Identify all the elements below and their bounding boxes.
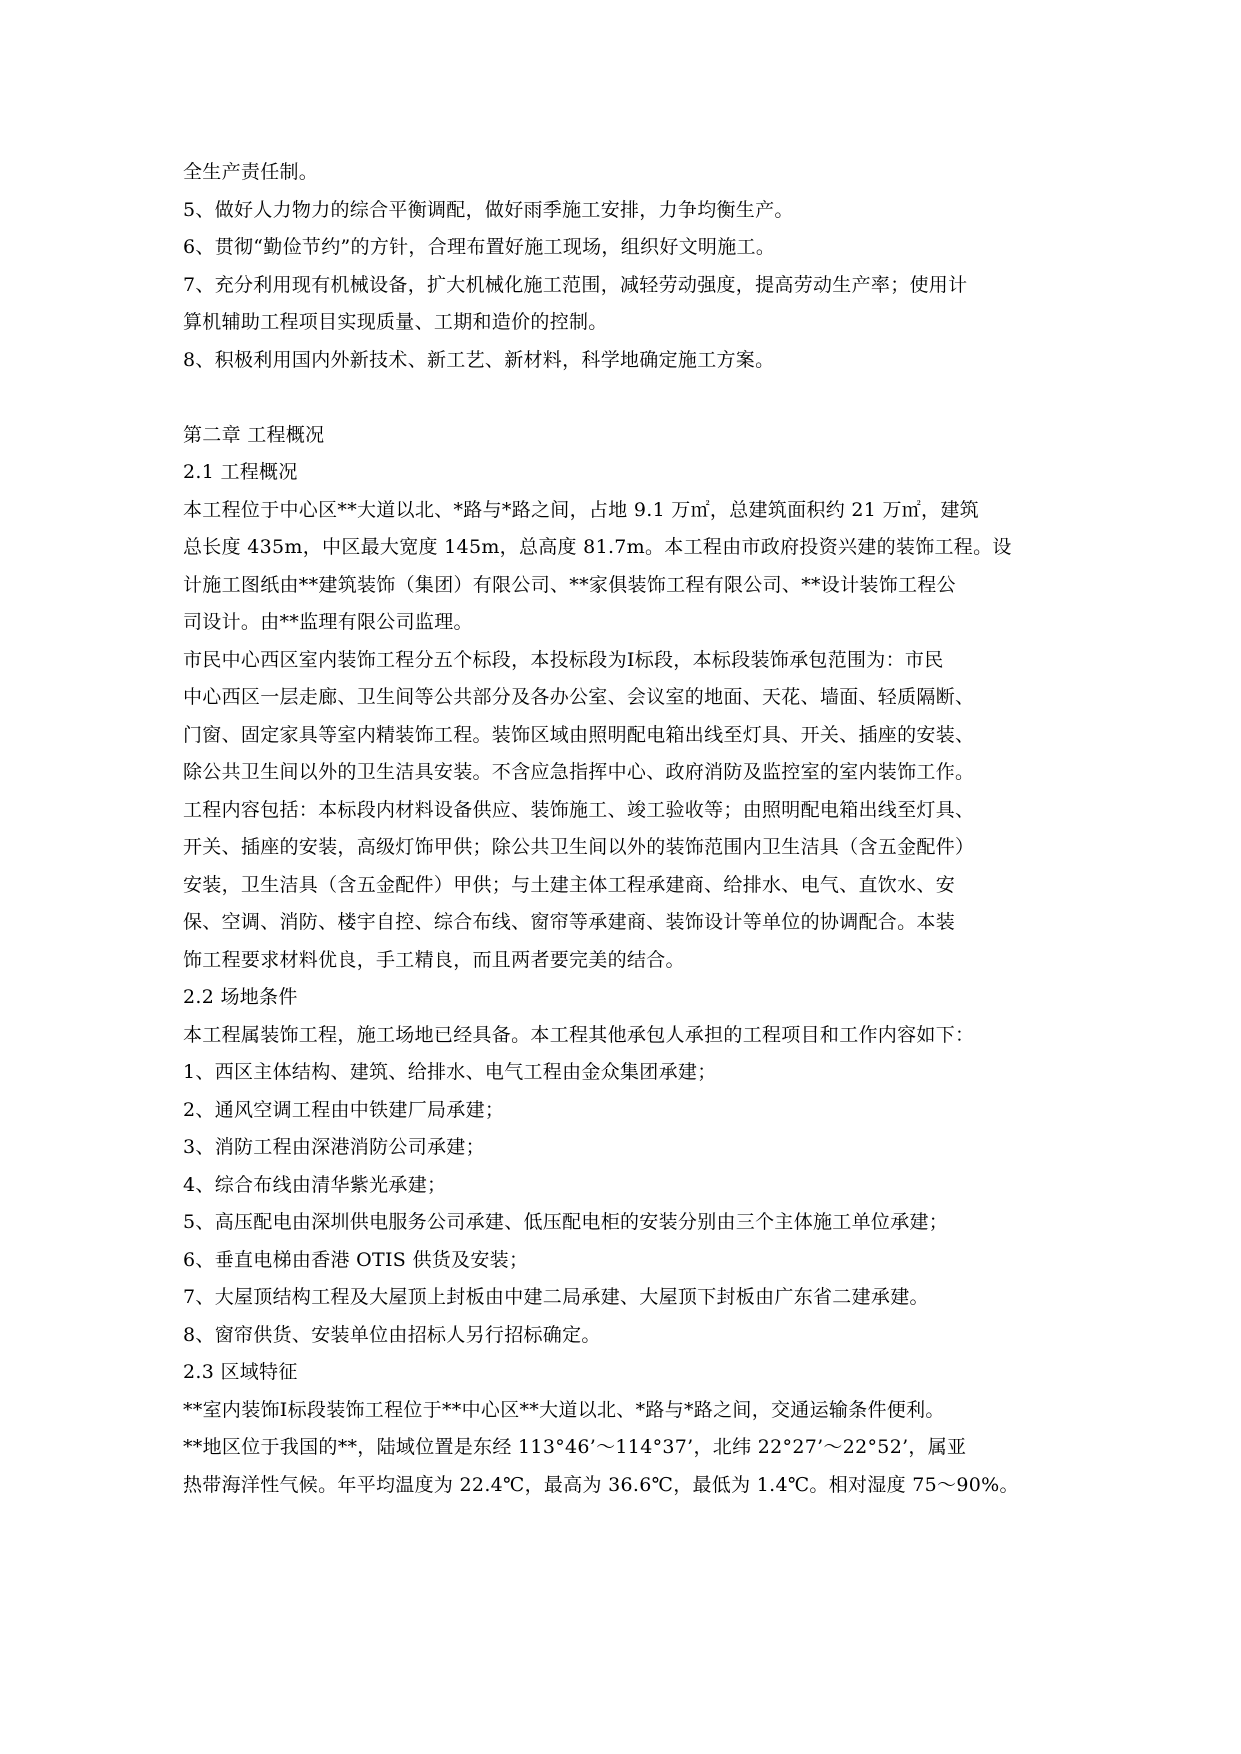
list-item: 5、做好人力物力的综合平衡调配，做好雨季施工安排，力争均衡生产。 [183,198,794,221]
list-item: 4、综合布线由清华紫光承建； [183,1173,447,1196]
body-text-line: **室内装饰Ⅰ标段装饰工程位于**中心区**大道以北、*路与*路之间，交通运输条件便利。 [183,1398,945,1421]
body-text-line: 本工程属装饰工程，施工场地已经具备。本工程其他承包人承担的工程项目和工作内容如下： [183,1023,975,1046]
body-text-line: 计施工图纸由**建筑装饰（集团）有限公司、**家俱装饰工程有限公司、**设计装饰工程公 [183,573,956,596]
body-text-line: 工程内容包括：本标段内材料设备供应、装饰施工、竣工验收等；由照明配电箱出线至灯具、 [183,798,975,821]
body-text-line: 安装，卫生洁具（含五金配件）甲供；与土建主体工程承建商、给排水、电气、直饮水、安 [183,873,956,896]
list-item: 7、充分利用现有机械设备，扩大机械化施工范围，减轻劳动强度，提高劳动生产率；使用计 [183,273,968,296]
body-text-line: 全生产责任制。 [183,161,319,183]
list-item: 8、积极利用国内外新技术、新工艺、新材料，科学地确定施工方案。 [183,348,775,371]
list-item: 6、贯彻“勤俭节约”的方针，合理布置好施工现场，组织好文明施工。 [183,236,776,258]
body-text-line: 热带海洋性气候。年平均温度为 22.4℃，最高为 36.6℃，最低为 1.4℃。相对湿度 75～90%。 [183,1473,1019,1496]
list-item: 3、消防工程由深港消防公司承建； [183,1136,485,1158]
list-item: 5、高压配电由深圳供电服务公司承建、低压配电柜的安装分别由三个主体施工单位承建； [183,1211,949,1233]
body-text-line: 总长度 435m，中区最大宽度 145m，总高度 81.7m。本工程由市政府投资兴建的装饰工程。设 [183,536,1012,558]
body-text-line: **地区位于我国的**，陆域位置是东经 113°46’～114°37’，北纬 22°27’～22°52’，属亚 [183,1436,967,1458]
body-text-line: 饰工程要求材料优良，手工精良，而且两者要完美的结合。 [183,948,685,971]
body-text-line: 市民中心西区室内装饰工程分五个标段，本投标段为Ⅰ标段，本标段装饰承包范围为：市民 [183,648,944,671]
list-item: 8、窗帘供货、安装单位由招标人另行招标确定。 [183,1323,601,1346]
section-heading: 2.1 工程概况 [183,461,298,483]
document-body [183,154,1063,1504]
body-text-line: 算机辅助工程项目实现质量、工期和造价的控制。 [183,311,608,333]
body-text-line: 本工程位于中心区**大道以北、*路与*路之间，占地 9.1 万㎡，总建筑面积约 21 万㎡，建筑 [183,498,979,521]
list-item: 1、西区主体结构、建筑、给排水、电气工程由金众集团承建； [183,1061,717,1083]
list-item: 2、通风空调工程由中铁建厂局承建； [183,1098,505,1121]
body-text-line: 中心西区一层走廊、卫生间等公共部分及各办公室、会议室的地面、天花、墙面、轻质隔断、 [183,686,975,708]
list-item: 7、大屋顶结构工程及大屋顶上封板由中建二局承建、大屋顶下封板由广东省二建承建。 [183,1286,929,1308]
blank-line [183,379,1063,417]
section-heading: 2.3 区域特征 [183,1361,298,1383]
body-text-line: 开关、插座的安装，高级灯饰甲供；除公共卫生间以外的装饰范围内卫生洁具（含五金配件） [183,836,975,858]
body-text-line: 司设计。由**监理有限公司监理。 [183,611,473,633]
body-text-line: 除公共卫生间以外的卫生洁具安装。不含应急指挥中心、政府消防及监控室的室内装饰工作。 [183,761,975,783]
body-text-line: 保、空调、消防、楼宇自控、综合布线、窗帘等承建商、装饰设计等单位的协调配合。本装 [183,911,956,933]
list-item: 6、垂直电梯由香港 OTIS 供货及安装； [183,1248,529,1271]
body-text-line: 门窗、固定家具等室内精装饰工程。装饰区域由照明配电箱出线至灯具、开关、插座的安装、 [183,723,975,746]
chapter-heading: 第二章 工程概况 [183,423,325,446]
section-heading: 2.2 场地条件 [183,986,298,1008]
